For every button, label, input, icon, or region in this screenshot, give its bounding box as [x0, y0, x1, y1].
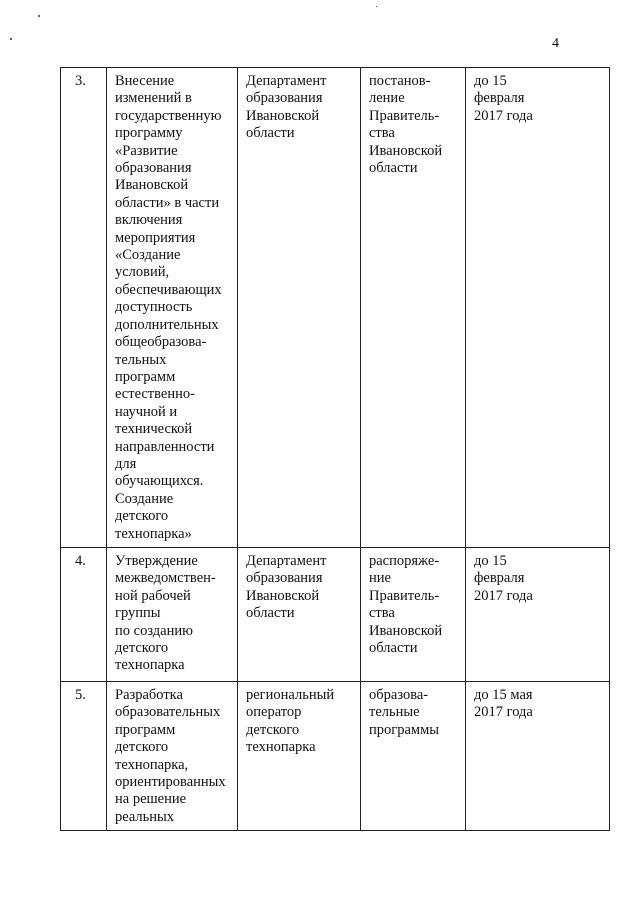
- row-number: 4.: [61, 547, 107, 681]
- plan-table: [60, 67, 610, 831]
- event-cell: Внесение изменений в государственную программу «Развитие образования Ивановской области» в части включения мероприятия «Создание условий, обеспечивающих доступность дополнительных общеобразова- тельных программ естественно- научной и технической направленности для обучающихся. Создание детского технопарка»: [107, 68, 238, 548]
- table-row: [61, 68, 610, 548]
- deadline-cell: до 15 февраля 2017 года: [466, 68, 610, 548]
- row-number: 5.: [61, 681, 107, 830]
- result-cell: образова- тельные программы: [361, 681, 466, 830]
- responsible-cell: Департамент образования Ивановской области: [238, 68, 361, 548]
- deadline-cell: до 15 февраля 2017 года: [466, 547, 610, 681]
- scan-speck: [376, 6, 377, 7]
- event-cell: Разработка образовательных программ детского технопарка, ориентированных на решение реальных: [107, 681, 238, 830]
- result-cell: постанов- ление Правитель- ства Ивановской области: [361, 68, 466, 548]
- responsible-cell: Департамент образования Ивановской области: [238, 547, 361, 681]
- row-number: 3.: [61, 68, 107, 548]
- table-row: [61, 547, 610, 681]
- page-number: 4: [552, 36, 559, 51]
- result-cell: распоряже- ние Правитель- ства Ивановской области: [361, 547, 466, 681]
- scan-speck: [10, 38, 12, 40]
- responsible-cell: региональный оператор детского технопарка: [238, 681, 361, 830]
- table-row: [61, 681, 610, 830]
- event-cell: Утверждение межведомствен- ной рабочей группы по созданию детского технопарка: [107, 547, 238, 681]
- deadline-cell: до 15 мая 2017 года: [466, 681, 610, 830]
- scan-speck: [38, 15, 40, 17]
